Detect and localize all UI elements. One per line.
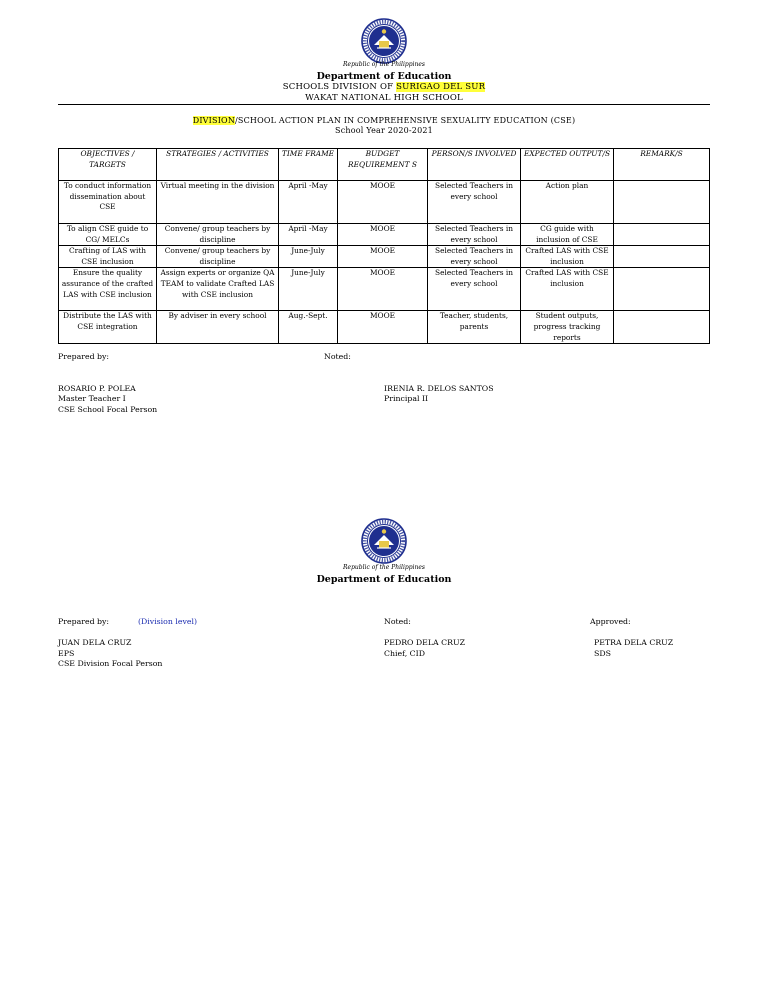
table-row [59, 246, 710, 268]
preparer-title: EPS [58, 649, 75, 658]
school-year: School Year 2020-2021 [335, 126, 433, 135]
preparer-role: CSE Division Focal Person [58, 659, 163, 668]
table-cell [614, 224, 710, 246]
table-cell: MOOE [338, 224, 428, 246]
department-title: Department of Education [316, 71, 452, 82]
table-cell: Teacher, students, parents [428, 311, 521, 344]
table-cell: MOOE [338, 246, 428, 268]
table-cell: To conduct information dissemination about CSE [59, 181, 157, 224]
table-cell [614, 268, 710, 311]
table-row [59, 224, 710, 246]
plan-title-rest: /SCHOOL ACTION PLAN IN COMPREHENSIVE SEXUALITY EDUCATION (CSE) [235, 116, 576, 125]
table-cell: Aug.-Sept. [279, 311, 338, 344]
noted-label: Noted: [324, 352, 351, 361]
noter-name: IRENIA R. DELOS SANTOS [384, 384, 494, 393]
table-cell [614, 181, 710, 224]
prepared-by-label: Prepared by: [58, 617, 110, 626]
table-cell: Action plan [521, 181, 614, 224]
division-prefix: SCHOOLS DIVISION OF [282, 82, 397, 92]
table-cell: Ensure the quality assurance of the crafted LAS with CSE inclusion [59, 268, 157, 311]
preparer-role: CSE School Focal Person [58, 405, 158, 414]
header-persons: PERSON/S INVOLVED [428, 149, 521, 181]
header-objectives: OBJECTIVES / TARGETS [59, 149, 157, 181]
department-title: Department of Education [316, 574, 452, 585]
approver-name: PETRA DELA CRUZ [594, 638, 674, 647]
division-name-highlight: SURIGAO DEL SUR [396, 82, 486, 92]
table-row [59, 311, 710, 344]
schools-division-line [200, 82, 568, 92]
table-cell: Selected Teachers in every school [428, 268, 521, 311]
table-cell: MOOE [338, 181, 428, 224]
header-remarks: REMARK/S [614, 149, 710, 181]
table-cell: Virtual meeting in the division [157, 181, 279, 224]
plan-title [120, 116, 648, 125]
table-cell: Crafted LAS with CSE inclusion [521, 268, 614, 311]
action-plan-table [58, 148, 710, 344]
table-row [59, 268, 710, 311]
table-cell: June-July [279, 268, 338, 311]
header-strategies: STRATEGIES / ACTIVITIES [157, 149, 279, 181]
noted-label: Noted: [384, 617, 411, 626]
table-cell: April -May [279, 181, 338, 224]
republic-label: Republic of the Philippines [343, 61, 425, 68]
table-cell: Selected Teachers in every school [428, 246, 521, 268]
approver-title: SDS [594, 649, 611, 658]
preparer-name: ROSARIO P. POLEA [58, 384, 136, 393]
header-time-frame: TIME FRAME [279, 149, 338, 181]
deped-seal-logo [361, 518, 407, 564]
header-budget: BUDGET REQUIREMENT S [338, 149, 428, 181]
table-header-row [59, 149, 710, 181]
table-cell: By adviser in every school [157, 311, 279, 344]
noter-name: PEDRO DELA CRUZ [384, 638, 465, 647]
plan-title-highlight: DIVISION [192, 116, 236, 125]
table-cell [614, 246, 710, 268]
table-cell: MOOE [338, 268, 428, 311]
table-cell: Convene/ group teachers by discipline [157, 246, 279, 268]
division-level-note: (Division level) [138, 617, 198, 626]
republic-label: Republic of the Philippines [343, 564, 425, 571]
noter-title: Chief, CID [384, 649, 425, 658]
table-cell: MOOE [338, 311, 428, 344]
table-cell: Crafting of LAS with CSE inclusion [59, 246, 157, 268]
table-cell: Convene/ group teachers by discipline [157, 224, 279, 246]
table-cell [614, 311, 710, 344]
school-name: WAKAT NATIONAL HIGH SCHOOL [305, 93, 463, 103]
preparer-title: Master Teacher I [58, 394, 126, 403]
table-cell: Distribute the LAS with CSE integration [59, 311, 157, 344]
table-cell: Selected Teachers in every school [428, 224, 521, 246]
table-cell: Crafted LAS with CSE inclusion [521, 246, 614, 268]
prepared-by-label: Prepared by: [58, 352, 110, 361]
table-cell: To align CSE guide to CG/ MELCs [59, 224, 157, 246]
table-cell: Selected Teachers in every school [428, 181, 521, 224]
deped-seal-logo [361, 18, 407, 64]
table-cell: Assign experts or organize QA TEAM to validate Crafted LAS with CSE inclusion [157, 268, 279, 311]
preparer-name: JUAN DELA CRUZ [58, 638, 132, 647]
table-cell: June-July [279, 246, 338, 268]
header-divider [58, 104, 710, 105]
header-expected-output: EXPECTED OUTPUT/S [521, 149, 614, 181]
table-row [59, 181, 710, 224]
table-cell: CG guide with inclusion of CSE [521, 224, 614, 246]
approved-label: Approved: [590, 617, 631, 626]
noter-title: Principal II [384, 394, 429, 403]
table-cell: Student outputs, progress tracking reports [521, 311, 614, 344]
table-cell: April -May [279, 224, 338, 246]
